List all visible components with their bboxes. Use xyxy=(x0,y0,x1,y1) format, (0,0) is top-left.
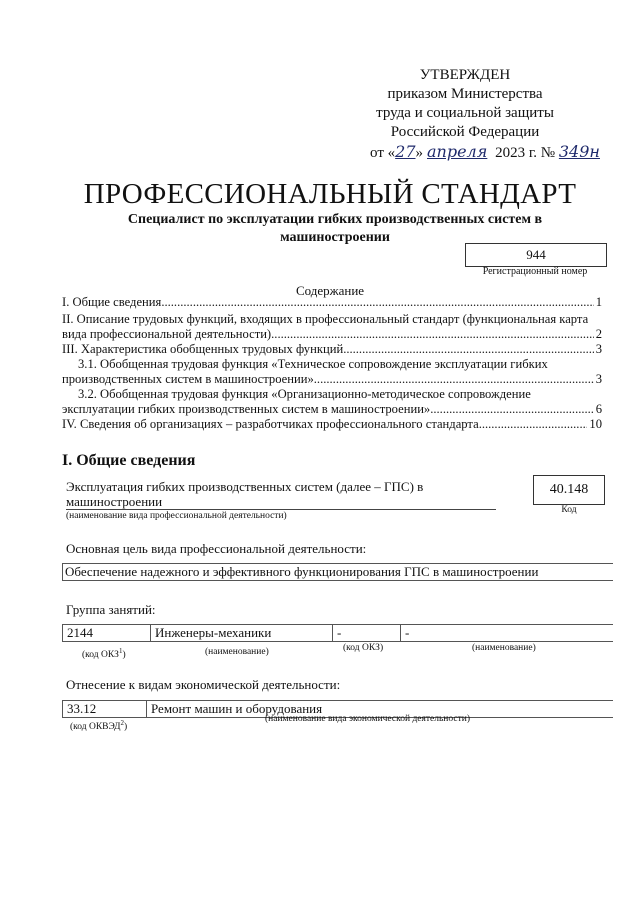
goal-label: Основная цель вида профессиональной деятельности: xyxy=(66,541,367,556)
economic-activity-label: Отнесение к видам экономической деятельности: xyxy=(66,677,341,692)
toc-item[interactable] xyxy=(62,312,602,342)
activity-code-box: 40.148 xyxy=(533,475,605,505)
okved-name-caption: (наименование вида экономической деятельности) xyxy=(265,714,470,724)
approval-line-country: Российской Федерации xyxy=(390,124,540,140)
okved-code-cell: 33.12 xyxy=(63,701,147,717)
toc-item-text: III. Характеристика обобщенных трудовых функций xyxy=(62,342,344,356)
occupation-group-table xyxy=(62,624,613,642)
toc-item-text-line1: II. Описание трудовых функций, входящих в профессиональный стандарт (функциональная карта xyxy=(62,312,589,326)
activity-name-field xyxy=(66,479,506,510)
okz-name-cell-2: - xyxy=(405,625,410,640)
toc-item-text: IV. Сведения об организациях – разработчиках профессионального стандарта xyxy=(62,417,479,431)
approval-line-ministry: труда и социальной защиты xyxy=(376,105,554,121)
okz-code-caption-2: (код ОКЗ) xyxy=(343,643,384,653)
section-1-heading: I. Общие сведения xyxy=(62,452,196,469)
date-prefix: от « xyxy=(370,145,396,161)
toc-item-text-line1: 3.1. Обобщенная трудовая функция «Техническое сопровождение эксплуатации гибких xyxy=(78,357,548,371)
toc-item-text-line2: эксплуатации гибких производственных систем в машиностроении» xyxy=(62,402,431,416)
okved-code-caption: (код ОКВЭД$^2$) xyxy=(70,719,128,733)
toc-item-page: 6 xyxy=(595,402,602,416)
table-of-contents xyxy=(62,295,602,432)
okz-name-caption-2: (наименование) xyxy=(472,643,536,653)
toc-item-page: 1 xyxy=(595,295,602,309)
handwritten-day: 27 xyxy=(395,142,416,161)
toc-item[interactable] xyxy=(62,387,602,417)
toc-item-text-line1: 3.2. Обобщенная трудовая функция «Организационно-методическое сопровождение xyxy=(78,387,531,401)
toc-item[interactable] xyxy=(62,417,602,432)
activity-code-caption: Код xyxy=(561,505,577,515)
subtitle-line-1: Специалист по эксплуатации гибких производственных систем в xyxy=(127,212,543,227)
toc-item-text-line2: производственных систем в машиностроении» xyxy=(62,372,314,386)
toc-item[interactable] xyxy=(62,295,602,310)
occupation-group-label: Группа занятий: xyxy=(66,602,156,617)
toc-item-text: I. Общие сведения xyxy=(62,295,162,309)
activity-name-line2: машиностроении xyxy=(66,494,496,510)
okz-code-cell-2: - xyxy=(333,625,401,641)
handwritten-month: апреля xyxy=(427,142,488,161)
toc-item[interactable] xyxy=(62,357,602,387)
toc-item-page: 2 xyxy=(595,327,602,341)
okz-name-caption: (наименование) xyxy=(205,647,269,657)
toc-item-page: 10 xyxy=(589,417,602,431)
okz-name-cell: Инженеры-механики xyxy=(151,625,333,641)
toc-item-page: 3 xyxy=(595,342,602,356)
okved-name-cell: Ремонт машин и оборудования xyxy=(151,701,323,716)
approval-line-order: приказом Министерства xyxy=(387,86,543,102)
okz-code-cell: 2144 xyxy=(63,625,151,641)
approval-title: УТВЕРЖДЕН xyxy=(419,67,511,83)
document-title: ПРОФЕССИОНАЛЬНЫЙ СТАНДАРТ xyxy=(83,178,577,210)
goal-value-box: Обеспечение надежного и эффективного функционирования ГПС в машиностроении xyxy=(62,563,613,581)
date-year: 2023 г. № xyxy=(495,145,556,161)
toc-item[interactable] xyxy=(62,342,602,357)
registration-number-box: 944 xyxy=(465,243,607,267)
subtitle-line-2: машиностроении xyxy=(280,230,390,245)
date-mid: » xyxy=(415,145,423,161)
registration-number-caption: Регистрационный номер xyxy=(482,266,588,277)
toc-item-page: 3 xyxy=(595,372,602,386)
toc-heading: Содержание xyxy=(295,283,365,298)
handwritten-number: 349н xyxy=(558,142,600,161)
okz-code-caption: (код ОКЗ$^1$) xyxy=(82,647,126,661)
toc-item-text-line2: вида профессиональной деятельности) xyxy=(62,327,272,341)
approval-block xyxy=(300,66,630,163)
activity-name-line1: Эксплуатация гибких производственных систем (далее – ГПС) в xyxy=(66,479,424,494)
activity-name-caption: (наименование вида профессиональной деятельности) xyxy=(66,511,287,521)
document-subtitle xyxy=(90,211,580,247)
approval-date-line xyxy=(300,142,630,163)
